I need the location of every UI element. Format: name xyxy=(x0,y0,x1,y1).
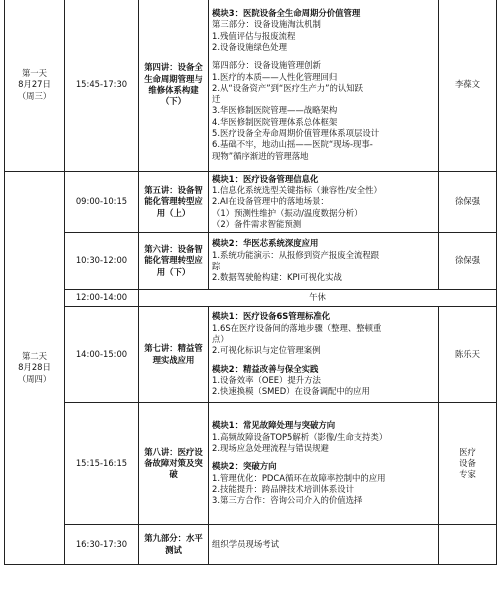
topic-cell: 第七讲：精益管理实战应用 xyxy=(139,307,209,403)
schedule-table xyxy=(4,0,497,565)
content-cell xyxy=(209,307,439,403)
teacher-cell: 陈乐天 xyxy=(439,307,497,403)
time-cell: 10:30-12:00 xyxy=(65,233,139,290)
time-cell: 15:45-17:30 xyxy=(65,0,139,172)
topic-cell: 第五讲：设备智能化管理转型应用（上） xyxy=(139,172,209,233)
lunch-break: 午休 xyxy=(139,290,497,307)
time-cell: 14:00-15:00 xyxy=(65,307,139,403)
topic-cell: 第九部分：水平测试 xyxy=(139,525,209,565)
day-cell: 第二天 8月28日 （周四） xyxy=(5,172,65,565)
content-line: 2.现场应急处理流程与错误规避 xyxy=(212,443,329,454)
content-line: 1.高频故障设备TOP5解析（影像/生命支持类） xyxy=(212,431,388,442)
table-row xyxy=(5,307,497,403)
table-row xyxy=(5,525,497,565)
content-cell xyxy=(209,0,439,172)
day-cell: 第一天 8月27日 （周三） xyxy=(5,0,65,172)
module-title: 模块2：精益改善与保全实践 xyxy=(212,363,319,374)
content-line: 2.数据驾驶舱构建：KPI可视化实战 xyxy=(212,272,342,283)
table-row xyxy=(5,0,497,172)
content-cell xyxy=(209,525,439,565)
content-line: 2.快速换模（SMED）在设备调配中的应用 xyxy=(212,386,370,397)
content-line: 2.可视化标识与定位管理案例 xyxy=(212,345,321,356)
content-line: 6.基础不牢，地动山摇——医院“现场-现事- xyxy=(212,139,373,150)
time-cell: 12:00-14:00 xyxy=(65,290,139,307)
module-title: 模块2：华医芯系统深度应用 xyxy=(212,238,319,249)
content-cell xyxy=(209,403,439,525)
content-line: 2.从“设备资产”到“医疗生产力”的认知跃 xyxy=(212,82,363,93)
content-line: 第四部分：设备设施管理创新 xyxy=(212,60,321,71)
content-cell xyxy=(209,233,439,290)
content-line: 2.技能提升：跨品牌技术培训体系设计 xyxy=(212,483,354,494)
content-line: 1.6S在医疗设备间的落地步骤（整理、整顿重 xyxy=(212,322,382,333)
content-line: 5.医疗设备全寿命周期价值管理体系项层设计 xyxy=(212,128,380,139)
module-title: 模块1：医疗设备6S管理标准化 xyxy=(212,311,331,322)
module-title: 模块1：常见故障处理与突破方向 xyxy=(212,420,336,431)
content-line: 1.残值评估与报废流程 xyxy=(212,30,296,41)
table-row xyxy=(5,290,497,307)
teacher-cell: 医疗 设备 专家 xyxy=(439,403,497,525)
time-cell: 15:15-16:15 xyxy=(65,403,139,525)
content-line: 3.华医修制医院管理——战略架构 xyxy=(212,105,338,116)
content-line: 第三部分：设备设施淘汰机制 xyxy=(212,19,321,30)
content-line: 4.华医修制医院管理体系总体框架 xyxy=(212,116,338,127)
content-line: 2.AI在设备管理中的落地场景： xyxy=(212,196,329,207)
time-cell: 09:00-10:15 xyxy=(65,172,139,233)
content-line: 1.设备效率（OEE）提升方法 xyxy=(212,374,321,385)
table-row xyxy=(5,172,497,233)
content-line: 2.设备设施绿色处理 xyxy=(212,41,287,52)
content-line: 迁 xyxy=(212,94,221,105)
teacher-cell: 徐保强 xyxy=(439,233,497,290)
content-line: （2）备件需求智能预测 xyxy=(212,218,302,229)
module-title: 模块2：突破方向 xyxy=(212,461,277,472)
content-line: （1）预测性维护（振动/温度数据分析） xyxy=(212,207,363,218)
module-title: 模块1：医疗设备管理信息化 xyxy=(212,173,319,184)
content-line: 1.医疗的本质——人性化管理回归 xyxy=(212,71,338,82)
content-line: 1.管理优化：PDCA循环在故障率控制中的应用 xyxy=(212,472,386,483)
teacher-cell: 李葆文 xyxy=(439,0,497,172)
module-title: 模块3：医院设备全生命周期分价值管理 xyxy=(212,8,361,19)
content-line: 3.第三方合作：咨询公司介入的价值选择 xyxy=(212,495,363,506)
topic-cell: 第八讲：医疗设备故障对策及突破 xyxy=(139,403,209,525)
content-line: 点） xyxy=(212,334,229,345)
table-row xyxy=(5,403,497,525)
table-row xyxy=(5,233,497,290)
teacher-cell: 徐保强 xyxy=(439,172,497,233)
topic-cell: 第六讲：设备智能化管理转型应用（下） xyxy=(139,233,209,290)
time-cell: 16:30-17:30 xyxy=(65,525,139,565)
content-cell xyxy=(209,172,439,233)
teacher-cell xyxy=(439,525,497,565)
content-line: 组织学员现场考试 xyxy=(212,538,279,549)
content-line: 1.系统功能演示：从报修到资产报废全流程跟 xyxy=(212,249,380,260)
topic-cell: 第四讲：设备全生命周期管理与维修体系构建（下） xyxy=(139,0,209,172)
content-line: 1.信息化系统选型关键指标（兼容性/安全性） xyxy=(212,185,382,196)
content-line: 踪 xyxy=(212,261,221,271)
content-line: 现物”循序渐进的管理落地 xyxy=(212,150,309,161)
